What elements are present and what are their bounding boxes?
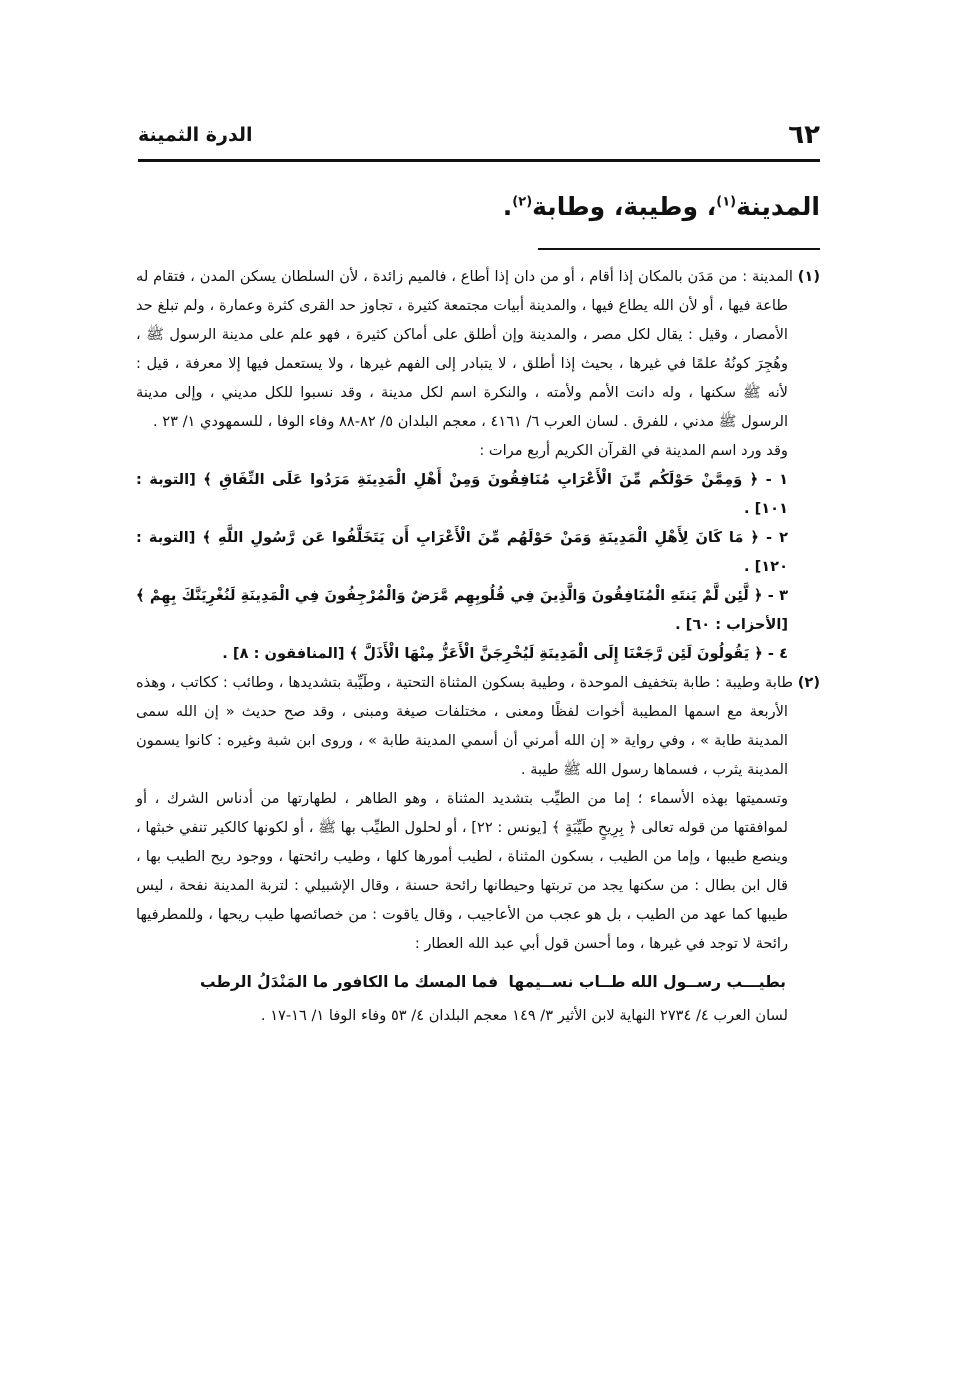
quran-citation-3: ٣ - ﴿ لَّئِن لَّمْ يَنتَهِ الْمُنَافِقُونَ وَالَّذِينَ فِي قُلُوبِهِم مَّرَضٌ وَالْمُرْجِفُونَ فِي الْمَدِينَةِ لَنُغْرِيَنَّكَ بِهِمْ ﴾ [الأحزاب : ٦٠] . [136,587,788,633]
footnote-ref-1: (١) [716,194,737,210]
page-header [138,120,820,162]
footnote-paragraph: وقد ورد اسم المدينة في القرآن الكريم أربع مرات : [479,442,788,459]
footnote-references: لسان العرب ٤/ ٢٧٣٤ النهاية لابن الأثير ٣/ ١٤٩ معجم البلدان ٤/ ٥٣ وفاء الوفا ١/ ١٦-١٧ . [260,1007,788,1024]
footnote-2-text: طابة وطيبة : طابة بتخفيف الموحدة ، وطيبة بسكون المثناة التحتية ، وطَيِّبة بتشديدها ، وطائب : ككاتب ، وهذه الأربعة مع اسمها المطيبة أخوات لفظًا ومعنى ، مختلفات صيغة ومبنى ، وقد صح حديث « إن الله سمى المدينة طابة » ، وفي رواية « إن الله أمرني أن أسمي المدينة طابة » ، وروى ابن شبة وغيره : كانوا يسمون المدينة يثرب ، فسماها رسول الله ﷺ طيبة . [136,674,793,778]
footnote-2-marker: (٢) [797,674,821,691]
footnote-ref-2: (٢) [512,194,533,210]
quran-citation-2: ٢ - ﴿ مَا كَانَ لِأَهْلِ الْمَدِينَةِ وَمَنْ حَوْلَهُم مِّنَ الْأَعْرَابِ أَن يَتَخَلَّفُوا عَن رَّسُولِ اللَّهِ ﴾ [التوبة : ١٢٠] . [136,529,788,575]
header-rule [138,159,820,162]
footnote-2 [136,668,820,784]
running-title: الدرة الثمينة [138,124,253,146]
main-text-line [503,192,820,221]
main-text-part: . [502,192,513,221]
page-number: ٦٢ [788,120,820,150]
footnote-1 [136,262,820,436]
footnote-separator [538,248,820,250]
quran-citation-1: ١ - ﴿ وَمِمَّنْ حَوْلَكُم مِّنَ الْأَعْرَابِ مُنَافِقُونَ وَمِنْ أَهْلِ الْمَدِينَةِ مَرَدُوا عَلَى النِّفَاقِ ﴾ [التوبة : ١٠١] . [136,471,788,517]
footnote-1-marker: (١) [797,268,821,285]
poetry-verse [136,968,820,997]
footnote-1-text: المدينة : من مَدَن بالمكان إذا أقام ، أو من دان إذا أطاع ، فالميم زائدة ، لأن السلطان يسكن المدن ، فتقام له طاعة فيها ، أو لأن الله يطاع فيها ، والمدينة أبيات مجتمعة كثيرة ، تجاوز حد القرى كثرة وعمارة ، ولم تبلغ حد الأمصار ، وقيل : يقال لكل مصر ، والمدينة وإن أطلق على أماكن كثيرة ، فهو علم على مدينة الرسول ﷺ ، وهُجِرَ كونُهُ علمًا في غيرها ، بحيث إذا أطلق ، لا يتبادر إلى الفهم غيرها ، ولا يستعمل فيها إلا معرفة ، قيل : لأنه ﷺ سكنها ، وله دانت الأمم ولأمته ، والنكرة اسم لكل مدينة ، وقد نسبوا للكل مديني ، وإلى مدينة الرسول ﷺ مدني ، للفرق . لسان العرب ٦/ ٤١٦١ ، معجم البلدان ٥/ ٨٢-٨٨ وفاء الوفا ، للسمهودي ١/ ٢٣ . [136,268,793,430]
main-text-part: المدينة [736,192,820,221]
footnotes [136,262,820,1030]
footnote-paragraph: وتسميتها بهذه الأسماء ؛ إما من الطيِّب بتشديد المثناة ، وهو الطاهر ، لطهارتها من أدناس الشرك ، أو لموافقتها من قوله تعالى ﴿ بِرِيحٍ طَيِّبَةٍ ﴾ [يونس : ٢٢] ، أو لحلول الطيِّب بها ﷺ ، أو لكونها كالكير تنفي خبثها ، وينصع طيبها ، وإما من الطيب ، بسكون المثناة ، لطيب أمورها كلها ، وطيب رائحتها ، ووجود ريح الطيب بها ، قال ابن بطال : من سكنها يجد من تربتها وحيطانها رائحة حسنة ، وقال الإشبيلي : لتربة المدينة نفحة ، ليس طيبها كما عهد من الطيب ، بل هو عجب من الأعاجيب ، وقال ياقوت : من خصائصها طيب ريحها ، وللمطرفيها رائحة لا توجد في غيرها ، وما أحسن قول أبي عبد الله العطار : [136,790,788,952]
quran-citation-4: ٤ - ﴿ يَقُولُونَ لَئِن رَّجَعْنَا إِلَى الْمَدِينَةِ لَيُخْرِجَنَّ الْأَعَزُّ مِنْهَا الْأَذَلَّ ﴾ [المنافقون : ٨] . [222,645,788,662]
main-text-part: ، وطيبة، وطابة [532,192,717,221]
verse-second-hemistich: فما المسك ما الكافور ما المَنْدَلُ الرطب [200,973,499,991]
verse-first-hemistich: بطيـــب رســول الله طــاب نســيمها [508,973,786,991]
